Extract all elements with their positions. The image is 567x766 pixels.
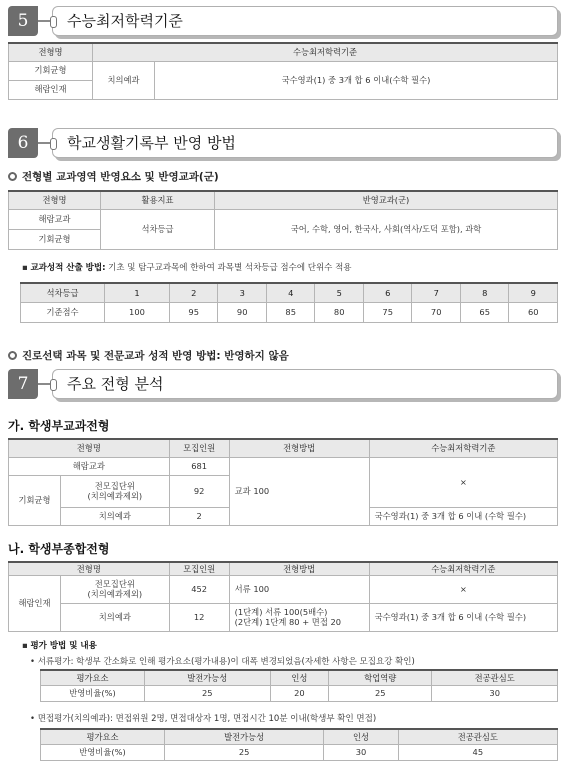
note-label: 교과성적 산출 방법: xyxy=(30,263,106,273)
subject-admission-table xyxy=(8,438,558,526)
unit-cell: 전모집단위 (치의예과제외) xyxy=(61,475,170,507)
comprehensive-admission-table xyxy=(8,561,558,632)
grade-cell: 2 xyxy=(169,283,218,302)
doc-eval-table xyxy=(40,669,558,702)
grade-cell: 7 xyxy=(412,283,461,302)
header-quota: 모집인원 xyxy=(169,439,229,457)
bullet-text: 진로선택 과목 및 전문교과 성적 반영 방법: 반영하지 않음 xyxy=(22,350,289,362)
quota-cell: 12 xyxy=(169,603,229,631)
eval-header: 학업역량 xyxy=(329,670,432,685)
score-row-label: 기준점수 xyxy=(21,302,105,322)
bullet-text: 전형별 교과영역 반영요소 및 반영교과(군) xyxy=(22,171,219,183)
score-cell: 95 xyxy=(169,302,218,322)
subhead-school-record-comprehensive: 나. 학생부종합전형 xyxy=(8,542,110,556)
header-min-score: 수능최저학력기준 xyxy=(369,439,557,457)
interview-eval-table xyxy=(40,728,558,761)
header-min-score: 수능최저학력기준 xyxy=(369,562,557,575)
type-cell: 기회균형 xyxy=(9,229,101,249)
method-cell: 서류 100 xyxy=(229,575,369,603)
score-cell: 75 xyxy=(363,302,412,322)
min-score-cell: × xyxy=(369,575,557,603)
section-7-number: 7 xyxy=(8,369,38,399)
grade-cell: 3 xyxy=(218,283,267,302)
min-score-cell: 국수영과(1) 중 3개 합 6 이내 (수학 필수) xyxy=(369,507,557,525)
subhead-school-record-subject: 가. 학생부교과전형 xyxy=(8,419,110,433)
header-subjects: 반영교과(군) xyxy=(215,191,558,209)
eval-header: 인성 xyxy=(270,670,329,685)
header-admission-type: 전형명 xyxy=(9,562,170,575)
indicator-cell: 석차등급 xyxy=(101,209,215,249)
header-admission-type: 전형명 xyxy=(9,439,170,457)
doc-eval-note: • 서류평가: 학생부 간소화로 인해 평가요소(평가내용)이 대폭 변경되었음(자세한 사항은 모집요강 확인) xyxy=(30,657,415,667)
eval-header: 평가요소 xyxy=(41,729,165,744)
eval-header: 발전가능성 xyxy=(145,670,271,685)
grade-cell: 9 xyxy=(509,283,558,302)
header-admission-type: 전형명 xyxy=(9,191,101,209)
method-cell: (1단계) 서류 100(5배수) (2단계) 1단계 80 + 면접 20 xyxy=(229,603,369,631)
section-5-number: 5 xyxy=(8,6,38,36)
interview-eval-text: 면접평가(치의예과): 면접위원 2명, 면접대상자 1명, 면접시간 10분 이내(학생부 확인 면접) xyxy=(37,714,377,724)
header-indicator: 활용지표 xyxy=(101,191,215,209)
type-cell: 해람교과 xyxy=(9,209,101,229)
type-cell: 기회균형 xyxy=(9,61,93,80)
min-score-cell: × xyxy=(369,457,557,507)
quota-cell: 92 xyxy=(169,475,229,507)
score-cell: 100 xyxy=(105,302,170,322)
eval-header: 인성 xyxy=(324,729,398,744)
score-cell: 90 xyxy=(218,302,267,322)
grade-cell: 4 xyxy=(266,283,315,302)
ring-bullet-icon xyxy=(8,351,17,360)
grade-cell: 5 xyxy=(315,283,364,302)
section-6-number: 6 xyxy=(8,128,38,158)
unit-cell: 치의예과 xyxy=(61,603,170,631)
grade-cell: 8 xyxy=(460,283,509,302)
type-cell: 해람인재 xyxy=(9,80,93,99)
note-text: 기초 및 탐구교과목에 한하여 과목별 석차등급 점수에 단위수 적용 xyxy=(105,263,352,273)
score-cell: 70 xyxy=(412,302,461,322)
type-cell: 해람교과 xyxy=(9,457,170,475)
header-min-score: 수능최저학력기준 xyxy=(93,43,558,61)
type-cell: 해람인재 xyxy=(9,575,61,631)
grade-row-label: 석차등급 xyxy=(21,283,105,302)
quota-cell: 452 xyxy=(169,575,229,603)
ring-bullet-icon xyxy=(8,172,17,181)
min-score-cell: 국수영과(1) 중 3개 합 6 이내(수학 필수) xyxy=(155,61,558,99)
ratio-cell: 25 xyxy=(145,685,271,701)
calc-method-note: ▪ 교과성적 산출 방법: 기초 및 탐구교과목에 한하여 과목별 석차등급 점수에 단위수 적용 xyxy=(22,263,352,273)
min-score-table xyxy=(8,42,558,100)
ratio-cell: 30 xyxy=(324,744,398,760)
ratio-cell: 20 xyxy=(270,685,329,701)
score-cell: 60 xyxy=(509,302,558,322)
quota-cell: 2 xyxy=(169,507,229,525)
ratio-cell: 30 xyxy=(432,685,558,701)
bullet-subject-elements xyxy=(8,169,219,184)
ratio-label: 반영비율(%) xyxy=(41,744,165,760)
bullet-career-subjects xyxy=(8,348,289,363)
grade-cell: 1 xyxy=(105,283,170,302)
eval-header: 전공관심도 xyxy=(432,670,558,685)
eval-header: 전공관심도 xyxy=(398,729,557,744)
header-method: 전형방법 xyxy=(229,562,369,575)
method-cell: 교과 100 xyxy=(229,457,369,525)
header-admission-type: 전형명 xyxy=(9,43,93,61)
dept-cell: 치의예과 xyxy=(93,61,155,99)
interview-eval-note: • 면접평가(치의예과): 면접위원 2명, 면접대상자 1명, 면접시간 10분 이내(학생부 확인 면접) xyxy=(30,714,377,724)
doc-eval-text: 서류평가: 학생부 간소화로 인해 평가요소(평가내용)이 대폭 변경되었음(자세한 사항은 모집요강 확인) xyxy=(37,657,415,667)
grade-score-table xyxy=(20,282,558,323)
score-cell: 65 xyxy=(460,302,509,322)
ratio-cell: 25 xyxy=(329,685,432,701)
eval-title: ▪ 평가 방법 및 내용 xyxy=(22,641,97,651)
ratio-label: 반영비율(%) xyxy=(41,685,145,701)
eval-header: 발전가능성 xyxy=(165,729,324,744)
ratio-cell: 25 xyxy=(165,744,324,760)
subject-reflection-table xyxy=(8,190,558,250)
subjects-cell: 국어, 수학, 영어, 한국사, 사회(역사/도덕 포함), 과학 xyxy=(215,209,558,249)
section-7-title: 주요 전형 분석 xyxy=(52,369,558,399)
section-6-title: 학교생활기록부 반영 방법 xyxy=(52,128,558,158)
section-5-title: 수능최저학력기준 xyxy=(52,6,558,36)
eval-header: 평가요소 xyxy=(41,670,145,685)
quota-cell: 681 xyxy=(169,457,229,475)
type-cell: 기회균형 xyxy=(9,475,61,525)
unit-cell: 전모집단위 (치의예과제외) xyxy=(61,575,170,603)
score-cell: 85 xyxy=(266,302,315,322)
min-score-cell: 국수영과(1) 중 3개 합 6 이내 (수학 필수) xyxy=(369,603,557,631)
ratio-cell: 45 xyxy=(398,744,557,760)
unit-cell: 치의예과 xyxy=(61,507,170,525)
eval-title-text: 평가 방법 및 내용 xyxy=(30,641,97,651)
score-cell: 80 xyxy=(315,302,364,322)
header-quota: 모집인원 xyxy=(169,562,229,575)
grade-cell: 6 xyxy=(363,283,412,302)
header-method: 전형방법 xyxy=(229,439,369,457)
